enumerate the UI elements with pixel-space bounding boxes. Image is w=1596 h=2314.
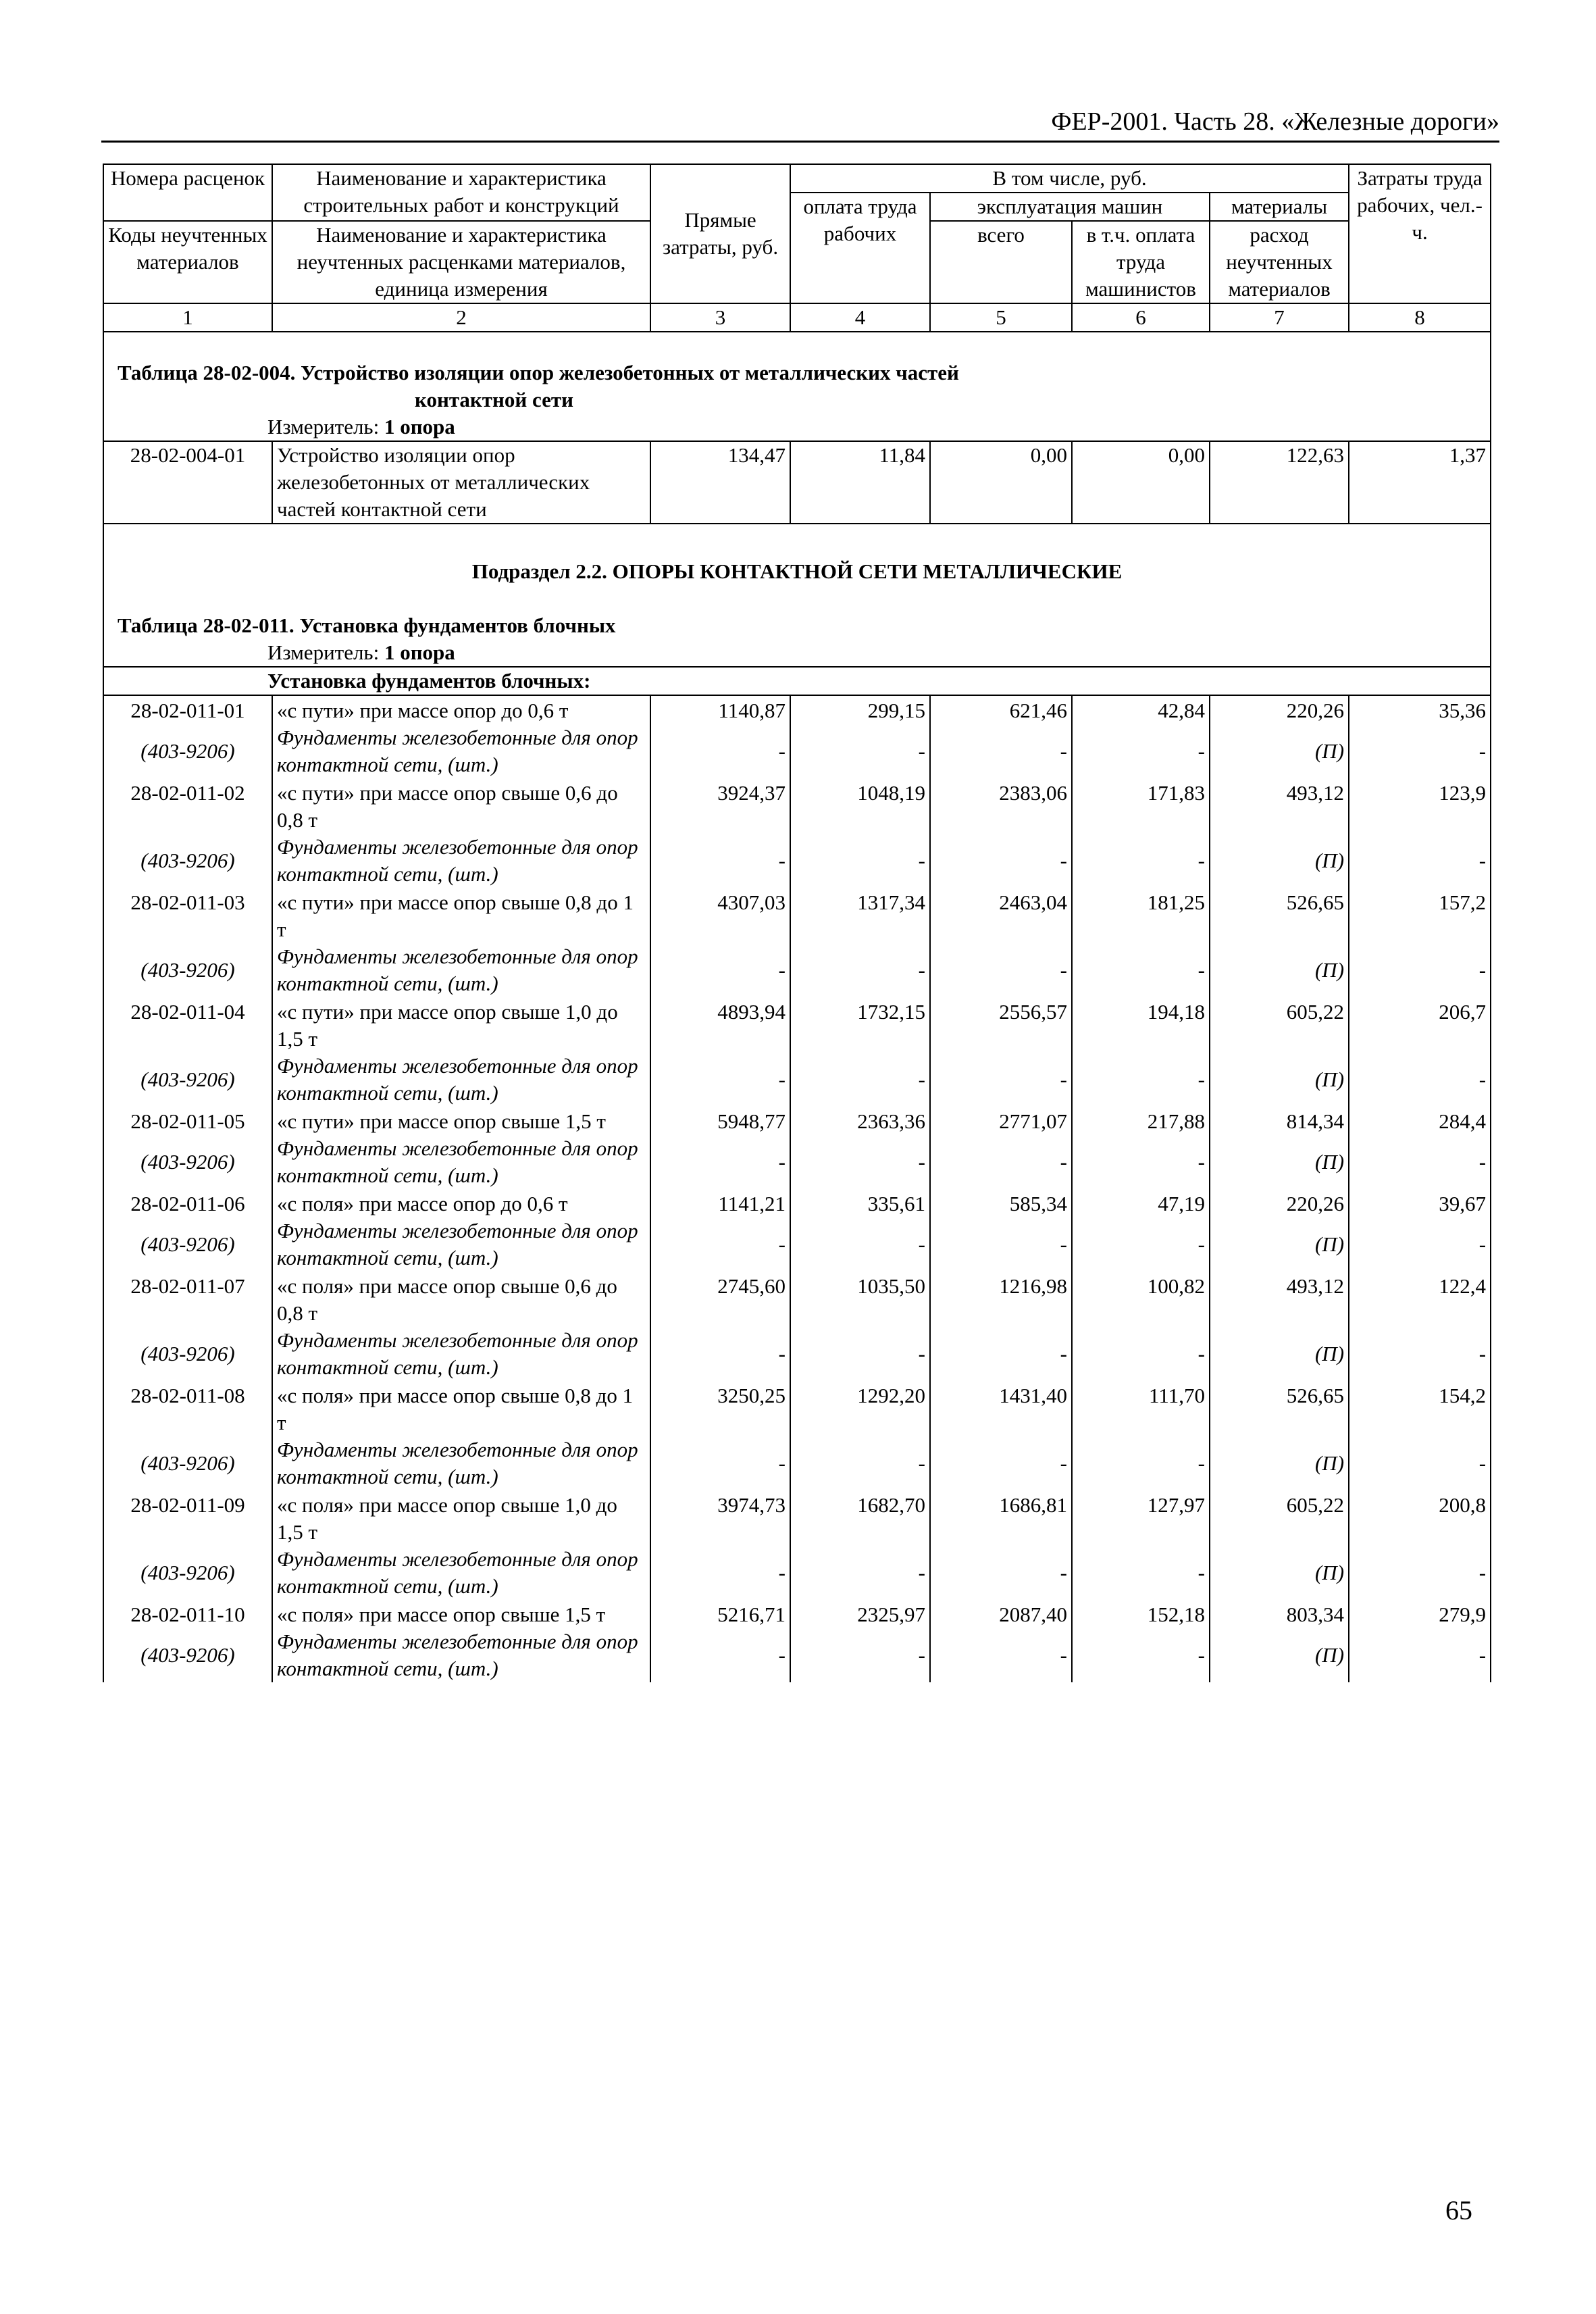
rate-name: «с пути» при массе опор свыше 0,6 до 0,8 т — [272, 778, 650, 834]
material-machines-total: - — [930, 1053, 1072, 1107]
materials: 493,12 — [1210, 778, 1349, 834]
material-machines-total: - — [930, 1327, 1072, 1381]
direct-costs: 5216,71 — [650, 1600, 790, 1628]
material-machinists-wages: - — [1072, 1546, 1210, 1600]
material-machines-total: - — [930, 1436, 1072, 1490]
header-rule — [101, 141, 1499, 143]
rate-name: Устройство изоляции опор железобетонных от металлических частей контактной сети — [272, 441, 650, 524]
wages: 1048,19 — [790, 778, 930, 834]
rate-name: «с поля» при массе опор свыше 1,5 т — [272, 1600, 650, 1628]
material-materials: (П) — [1210, 724, 1349, 778]
col-head-rate-number: Номера расценок — [103, 164, 272, 221]
col-number: 1 — [103, 303, 272, 332]
material-name: Фундаменты железобетонные для опор контактной сети, (шт.) — [272, 1217, 650, 1272]
material-machines-total: - — [930, 943, 1072, 997]
material-wages: - — [790, 1436, 930, 1490]
col-number: 2 — [272, 303, 650, 332]
material-name: Фундаменты железобетонные для опор контактной сети, (шт.) — [272, 1053, 650, 1107]
material-machinists-wages: - — [1072, 1628, 1210, 1682]
material-machines-total: - — [930, 1546, 1072, 1600]
labor-costs: 35,36 — [1349, 695, 1491, 724]
direct-costs: 5948,77 — [650, 1107, 790, 1135]
material-materials: (П) — [1210, 1546, 1349, 1600]
material-name: Фундаменты железобетонные для опор контактной сети, (шт.) — [272, 1436, 650, 1490]
group-row — [103, 667, 1491, 695]
col-head-labor: Затраты труда рабочих, чел.-ч. — [1349, 164, 1491, 303]
col-head-materials: материалы — [1210, 193, 1349, 221]
machines-total: 2556,57 — [930, 997, 1072, 1053]
material-materials: (П) — [1210, 1436, 1349, 1490]
material-row — [103, 1327, 1491, 1381]
rates-table — [103, 164, 1491, 1682]
material-code: (403-9206) — [103, 1327, 272, 1381]
material-materials: (П) — [1210, 1217, 1349, 1272]
material-machines-total: - — [930, 1217, 1072, 1272]
machines-total: 2383,06 — [930, 778, 1072, 834]
rate-name: «с пути» при массе опор свыше 1,0 до 1,5 т — [272, 997, 650, 1053]
rate-name: «с пути» при массе опор до 0,6 т — [272, 695, 650, 724]
measure-label: Измеритель: — [267, 415, 384, 438]
material-machinists-wages: - — [1072, 1217, 1210, 1272]
material-row — [103, 1436, 1491, 1490]
wages: 335,61 — [790, 1189, 930, 1217]
col-head-direct-costs: Прямые затраты, руб. — [650, 164, 790, 303]
subsection-row — [103, 524, 1491, 605]
direct-costs: 3250,25 — [650, 1381, 790, 1436]
wages: 1732,15 — [790, 997, 930, 1053]
machines-total: 0,00 — [930, 441, 1072, 524]
rate-code: 28-02-011-08 — [103, 1381, 272, 1436]
machines-total: 1431,40 — [930, 1381, 1072, 1436]
header-row-1 — [103, 164, 1491, 193]
measure-value: 1 опора — [384, 415, 455, 438]
machines-total: 2771,07 — [930, 1107, 1072, 1135]
measure-value: 1 опора — [384, 640, 455, 664]
rate-name: «с пути» при массе опор свыше 0,8 до 1 т — [272, 888, 650, 943]
rate-name: «с поля» при массе опор свыше 0,6 до 0,8 т — [272, 1272, 650, 1327]
col-head-material-codes: Коды неучтенных материалов — [103, 221, 272, 303]
materials: 803,34 — [1210, 1600, 1349, 1628]
material-machinists-wages: - — [1072, 1436, 1210, 1490]
rate-code: 28-02-004-01 — [103, 441, 272, 524]
wages: 1682,70 — [790, 1490, 930, 1546]
material-machines-total: - — [930, 1628, 1072, 1682]
machines-total: 1686,81 — [930, 1490, 1072, 1546]
material-materials: (П) — [1210, 1135, 1349, 1189]
material-direct-costs: - — [650, 1327, 790, 1381]
table2-title: Таблица 28-02-011. Установка фундаментов блочных — [103, 605, 1491, 639]
material-name: Фундаменты железобетонные для опор контактной сети, (шт.) — [272, 943, 650, 997]
machinists-wages: 217,88 — [1072, 1107, 1210, 1135]
col-head-work-name: Наименование и характеристика строительных работ и конструкций — [272, 164, 650, 221]
material-labor-costs: - — [1349, 834, 1491, 888]
col-number: 5 — [930, 303, 1072, 332]
material-direct-costs: - — [650, 1135, 790, 1189]
material-labor-costs: - — [1349, 1053, 1491, 1107]
wages: 11,84 — [790, 441, 930, 524]
material-labor-costs: - — [1349, 1135, 1491, 1189]
wages: 1317,34 — [790, 888, 930, 943]
material-labor-costs: - — [1349, 724, 1491, 778]
material-row — [103, 1628, 1491, 1682]
labor-costs: 200,8 — [1349, 1490, 1491, 1546]
running-header: ФЕР-2001. Часть 28. «Железные дороги» — [1051, 107, 1499, 136]
table1-measure-row — [103, 413, 1491, 441]
col-head-incl: В том числе, руб. — [790, 164, 1349, 193]
col-number: 8 — [1349, 303, 1491, 332]
direct-costs: 2745,60 — [650, 1272, 790, 1327]
rate-code: 28-02-011-03 — [103, 888, 272, 943]
material-machines-total: - — [930, 1135, 1072, 1189]
material-wages: - — [790, 1327, 930, 1381]
material-code: (403-9206) — [103, 1217, 272, 1272]
rate-code: 28-02-011-06 — [103, 1189, 272, 1217]
material-name: Фундаменты железобетонные для опор контактной сети, (шт.) — [272, 724, 650, 778]
material-wages: - — [790, 1546, 930, 1600]
material-name: Фундаменты железобетонные для опор контактной сети, (шт.) — [272, 1628, 650, 1682]
material-direct-costs: - — [650, 943, 790, 997]
machinists-wages: 0,00 — [1072, 441, 1210, 524]
table-row — [103, 695, 1491, 724]
material-row — [103, 1217, 1491, 1272]
material-code: (403-9206) — [103, 834, 272, 888]
material-code: (403-9206) — [103, 1053, 272, 1107]
material-wages: - — [790, 724, 930, 778]
materials: 605,22 — [1210, 997, 1349, 1053]
table1-title — [103, 332, 1491, 413]
material-machines-total: - — [930, 834, 1072, 888]
material-code: (403-9206) — [103, 1628, 272, 1682]
machines-total: 2087,40 — [930, 1600, 1072, 1628]
machines-total: 1216,98 — [930, 1272, 1072, 1327]
material-direct-costs: - — [650, 1217, 790, 1272]
material-row — [103, 724, 1491, 778]
table2-title-row — [103, 605, 1491, 639]
table-row — [103, 778, 1491, 834]
table2-measure-row — [103, 639, 1491, 667]
rate-code: 28-02-011-04 — [103, 997, 272, 1053]
col-head-machinists-wages: в т.ч. оплата труда машинистов — [1072, 221, 1210, 303]
wages: 299,15 — [790, 695, 930, 724]
material-materials: (П) — [1210, 1327, 1349, 1381]
materials: 122,63 — [1210, 441, 1349, 524]
col-head-material-consumption: расход неучтенных материалов — [1210, 221, 1349, 303]
wages: 1292,20 — [790, 1381, 930, 1436]
material-direct-costs: - — [650, 834, 790, 888]
material-machinists-wages: - — [1072, 943, 1210, 997]
col-number: 3 — [650, 303, 790, 332]
material-labor-costs: - — [1349, 1217, 1491, 1272]
rate-code: 28-02-011-09 — [103, 1490, 272, 1546]
machines-total: 2463,04 — [930, 888, 1072, 943]
material-materials: (П) — [1210, 1628, 1349, 1682]
rate-code: 28-02-011-10 — [103, 1600, 272, 1628]
material-machinists-wages: - — [1072, 1135, 1210, 1189]
direct-costs: 1140,87 — [650, 695, 790, 724]
table-row — [103, 1107, 1491, 1135]
materials: 526,65 — [1210, 1381, 1349, 1436]
table-row — [103, 1600, 1491, 1628]
material-wages: - — [790, 1053, 930, 1107]
table-row — [103, 1189, 1491, 1217]
labor-costs: 157,2 — [1349, 888, 1491, 943]
table-row — [103, 997, 1491, 1053]
group-title: Установка фундаментов блочных: — [103, 667, 1491, 695]
labor-costs: 154,2 — [1349, 1381, 1491, 1436]
material-code: (403-9206) — [103, 724, 272, 778]
material-machines-total: - — [930, 724, 1072, 778]
material-direct-costs: - — [650, 724, 790, 778]
machinists-wages: 47,19 — [1072, 1189, 1210, 1217]
materials: 220,26 — [1210, 695, 1349, 724]
machinists-wages: 127,97 — [1072, 1490, 1210, 1546]
labor-costs: 279,9 — [1349, 1600, 1491, 1628]
table-row — [103, 1490, 1491, 1546]
material-labor-costs: - — [1349, 1327, 1491, 1381]
rate-code: 28-02-011-02 — [103, 778, 272, 834]
material-wages: - — [790, 834, 930, 888]
measure-label: Измеритель: — [267, 640, 384, 664]
rate-name: «с поля» при массе опор свыше 1,0 до 1,5 т — [272, 1490, 650, 1546]
material-machinists-wages: - — [1072, 1053, 1210, 1107]
material-wages: - — [790, 943, 930, 997]
material-code: (403-9206) — [103, 1546, 272, 1600]
material-labor-costs: - — [1349, 1628, 1491, 1682]
direct-costs: 4893,94 — [650, 997, 790, 1053]
rate-name: «с поля» при массе опор до 0,6 т — [272, 1189, 650, 1217]
material-materials: (П) — [1210, 943, 1349, 997]
col-head-material-names: Наименование и характеристика неучтенных расценками материалов, единица измерения — [272, 221, 650, 303]
table2-measure — [103, 639, 1491, 667]
direct-costs: 134,47 — [650, 441, 790, 524]
material-wages: - — [790, 1628, 930, 1682]
col-head-wages: оплата труда рабочих — [790, 193, 930, 303]
labor-costs: 123,9 — [1349, 778, 1491, 834]
col-number: 7 — [1210, 303, 1349, 332]
materials: 220,26 — [1210, 1189, 1349, 1217]
table1-title-line2: контактной сети — [415, 388, 573, 411]
materials: 493,12 — [1210, 1272, 1349, 1327]
wages: 1035,50 — [790, 1272, 930, 1327]
material-machinists-wages: - — [1072, 834, 1210, 888]
materials: 814,34 — [1210, 1107, 1349, 1135]
material-wages: - — [790, 1217, 930, 1272]
material-name: Фундаменты железобетонные для опор контактной сети, (шт.) — [272, 1546, 650, 1600]
material-code: (403-9206) — [103, 1436, 272, 1490]
material-direct-costs: - — [650, 1546, 790, 1600]
direct-costs: 4307,03 — [650, 888, 790, 943]
material-direct-costs: - — [650, 1628, 790, 1682]
materials: 605,22 — [1210, 1490, 1349, 1546]
material-labor-costs: - — [1349, 943, 1491, 997]
rate-code: 28-02-011-07 — [103, 1272, 272, 1327]
machines-total: 621,46 — [930, 695, 1072, 724]
labor-costs: 39,67 — [1349, 1189, 1491, 1217]
material-direct-costs: - — [650, 1436, 790, 1490]
rate-code: 28-02-011-05 — [103, 1107, 272, 1135]
material-code: (403-9206) — [103, 1135, 272, 1189]
subsection-title: Подраздел 2.2. ОПОРЫ КОНТАКТНОЙ СЕТИ МЕТАЛЛИЧЕСКИЕ — [103, 524, 1491, 605]
material-materials: (П) — [1210, 1053, 1349, 1107]
material-row — [103, 834, 1491, 888]
table1-title-row — [103, 332, 1491, 413]
machines-total: 585,34 — [930, 1189, 1072, 1217]
page-number: 65 — [1445, 2195, 1472, 2225]
material-labor-costs: - — [1349, 1546, 1491, 1600]
column-numbers-row — [103, 303, 1491, 332]
material-name: Фундаменты железобетонные для опор контактной сети, (шт.) — [272, 834, 650, 888]
material-machinists-wages: - — [1072, 1327, 1210, 1381]
table1-title-line1: Таблица 28-02-004. Устройство изоляции опор железобетонных от металлических частей — [118, 361, 959, 384]
machinists-wages: 171,83 — [1072, 778, 1210, 834]
material-direct-costs: - — [650, 1053, 790, 1107]
table-row — [103, 888, 1491, 943]
table1-measure — [103, 413, 1491, 441]
col-number: 4 — [790, 303, 930, 332]
wages: 2363,36 — [790, 1107, 930, 1135]
table-row — [103, 441, 1491, 524]
labor-costs: 206,7 — [1349, 997, 1491, 1053]
machinists-wages: 100,82 — [1072, 1272, 1210, 1327]
col-number: 6 — [1072, 303, 1210, 332]
materials: 526,65 — [1210, 888, 1349, 943]
material-machinists-wages: - — [1072, 724, 1210, 778]
direct-costs: 3924,37 — [650, 778, 790, 834]
material-row — [103, 1135, 1491, 1189]
table-row — [103, 1381, 1491, 1436]
col-head-machines-total: всего — [930, 221, 1072, 303]
labor-costs: 122,4 — [1349, 1272, 1491, 1327]
labor-costs: 284,4 — [1349, 1107, 1491, 1135]
rate-name: «с поля» при массе опор свыше 0,8 до 1 т — [272, 1381, 650, 1436]
rate-code: 28-02-011-01 — [103, 695, 272, 724]
material-row — [103, 943, 1491, 997]
col-head-machines: эксплуатация машин — [930, 193, 1210, 221]
machinists-wages: 194,18 — [1072, 997, 1210, 1053]
table-row — [103, 1272, 1491, 1327]
material-labor-costs: - — [1349, 1436, 1491, 1490]
material-materials: (П) — [1210, 834, 1349, 888]
material-code: (403-9206) — [103, 943, 272, 997]
wages: 2325,97 — [790, 1600, 930, 1628]
material-name: Фундаменты железобетонные для опор контактной сети, (шт.) — [272, 1135, 650, 1189]
machinists-wages: 152,18 — [1072, 1600, 1210, 1628]
material-name: Фундаменты железобетонные для опор контактной сети, (шт.) — [272, 1327, 650, 1381]
material-row — [103, 1546, 1491, 1600]
machinists-wages: 181,25 — [1072, 888, 1210, 943]
material-row — [103, 1053, 1491, 1107]
direct-costs: 3974,73 — [650, 1490, 790, 1546]
rate-name: «с пути» при массе опор свыше 1,5 т — [272, 1107, 650, 1135]
material-wages: - — [790, 1135, 930, 1189]
machinists-wages: 42,84 — [1072, 695, 1210, 724]
labor-costs: 1,37 — [1349, 441, 1491, 524]
machinists-wages: 111,70 — [1072, 1381, 1210, 1436]
direct-costs: 1141,21 — [650, 1189, 790, 1217]
